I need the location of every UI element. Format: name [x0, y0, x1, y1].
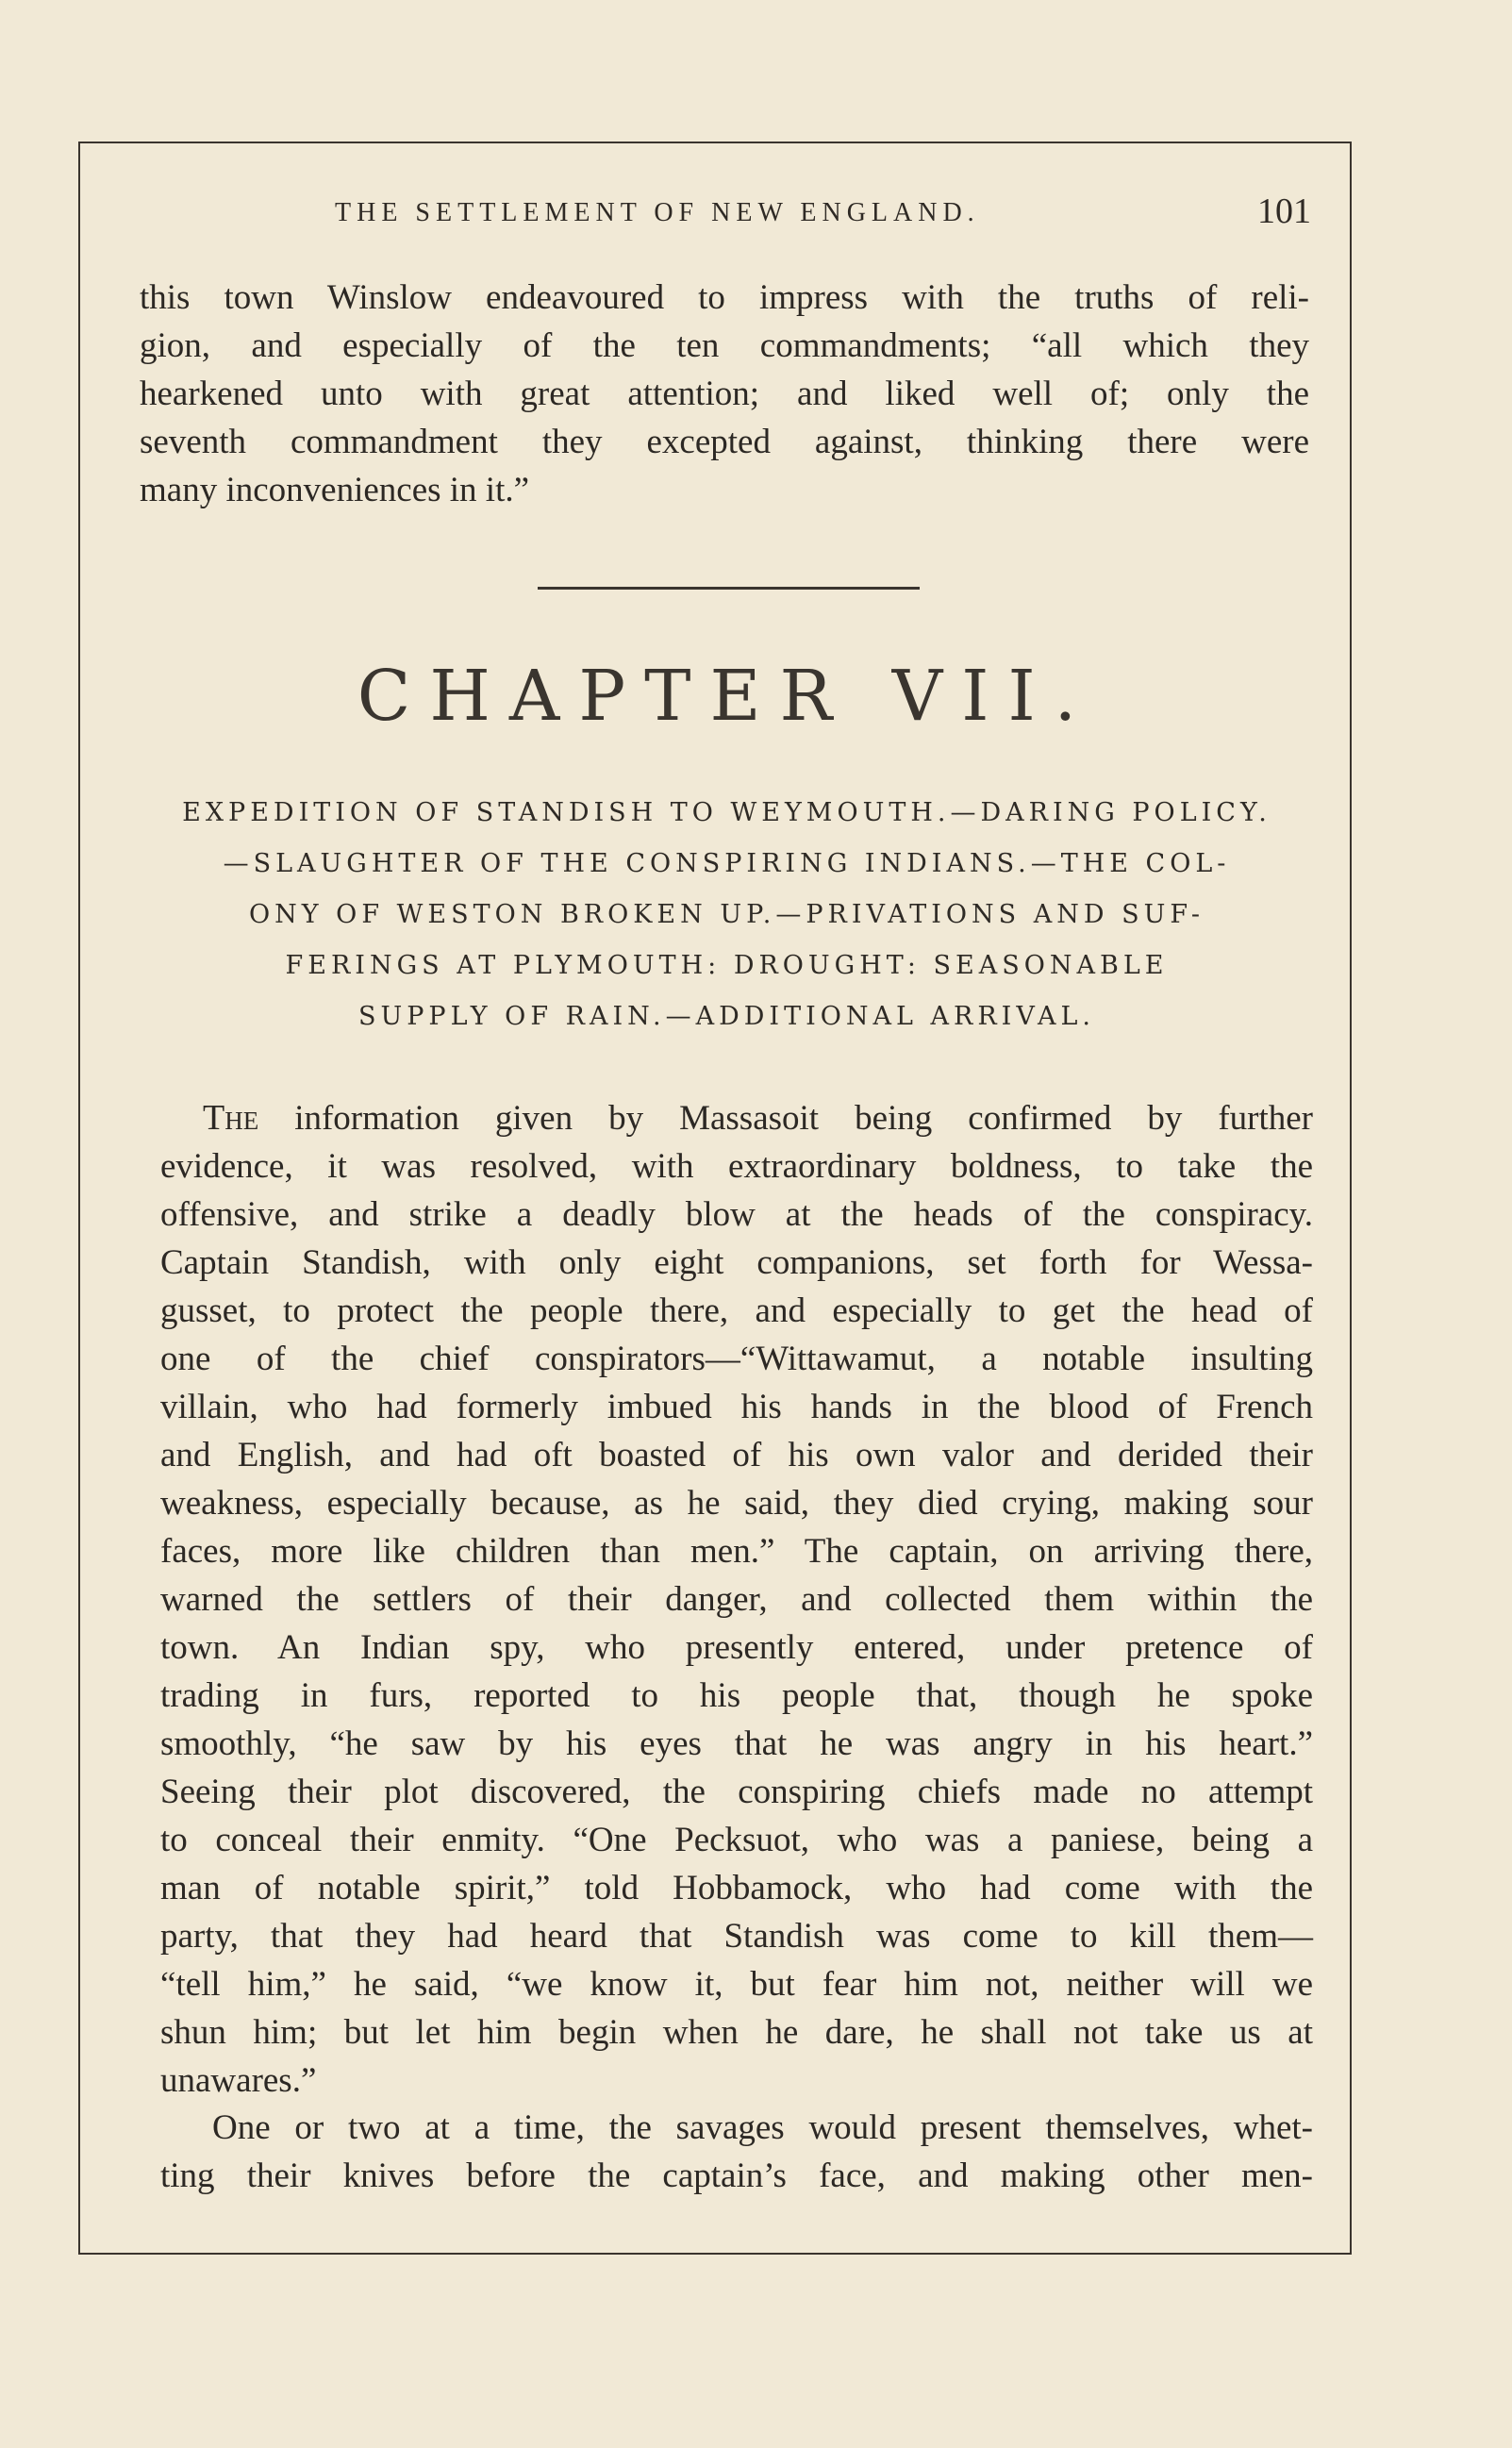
text-line: trading in furs, reported to his people that, though he spoke [160, 1676, 1313, 1715]
text-line: evidence, it was resolved, with extraordinary boldness, to take the [160, 1147, 1313, 1186]
page-number: 101 [1257, 192, 1311, 231]
intro-paragraph [140, 274, 1309, 514]
chapter-synopsis [140, 788, 1314, 1042]
text-line: warned the settlers of their danger, and collected them within the [160, 1580, 1313, 1619]
text-line: smoothly, “he saw by his eyes that he was angry in his heart.” [160, 1724, 1313, 1763]
text-line: and English, and had oft boasted of his own valor and derided their [160, 1436, 1313, 1474]
chapter-heading: CHAPTER VII. [357, 656, 1096, 737]
text-line: hearkened unto with great attention; and liked well of; only the [140, 375, 1309, 413]
text-line: faces, more like children than men.” The captain, on arriving there, [160, 1532, 1313, 1571]
synopsis-line: SUPPLY OF RAIN.—ADDITIONAL ARRIVAL. [357, 1002, 1096, 1031]
text-line: many inconveniences in it.” [140, 471, 530, 509]
text-line: villain, who had formerly imbued his hands in the blood of French [160, 1388, 1313, 1426]
synopsis-line: FERINGS AT PLYMOUTH: DROUGHT: SEASONABLE [285, 951, 1169, 980]
running-head [160, 192, 1311, 243]
running-title: THE SETTLEMENT OF NEW ENGLAND. [335, 198, 980, 227]
text-line: party, that they had heard that Standish was come to kill them— [160, 1917, 1313, 1956]
lead-word: The [203, 1098, 259, 1138]
text-line: Captain Standish, with only eight companions, set forth for Wessa- [160, 1243, 1313, 1282]
text-line: unawares.” [160, 2061, 317, 2100]
text-line: one of the chief conspirators—“Wittawamut, a notable insulting [160, 1340, 1313, 1378]
text-line: weakness, especially because, as he said, they died crying, making sour [160, 1484, 1313, 1523]
text-line: Seeing their plot discovered, the conspiring chiefs made no attempt [160, 1773, 1313, 1811]
text-line: offensive, and strike a deadly blow at the heads of the conspiracy. [160, 1195, 1313, 1234]
text-line: ting their knives before the captain’s face, and making other men- [160, 2157, 1313, 2195]
text-line: gusset, to protect the people there, and especially to get the head of [160, 1291, 1313, 1330]
synopsis-line: ONY OF WESTON BROKEN UP.—PRIVATIONS AND SUF- [249, 900, 1205, 929]
synopsis-line: —SLAUGHTER OF THE CONSPIRING INDIANS.—THE COL- [223, 849, 1231, 878]
first-line-text: information given by Massasoit being confirmed by further [258, 1099, 1313, 1138]
text-line: man of notable spirit,” told Hobbamock, who had come with the [160, 1869, 1313, 1907]
text-line: One or two at a time, the savages would present themselves, whet- [212, 2108, 1313, 2147]
text-line: “tell him,” he said, “we know it, but fear him not, neither will we [160, 1965, 1313, 2004]
text-line: gion, and especially of the ten commandments; “all which they [140, 326, 1309, 365]
text-line: this town Winslow endeavoured to impress with the truths of reli- [140, 278, 1309, 317]
text-line: seventh commandment they excepted against, thinking there were [140, 423, 1309, 461]
text-line: to conceal their enmity. “One Pecksuot, who was a paniese, being a [160, 1821, 1313, 1859]
text-line: shun him; but let him begin when he dare, he shall not take us at [160, 2013, 1313, 2052]
main-paragraph [160, 1094, 1313, 2105]
next-paragraph [160, 2104, 1313, 2200]
text-line [160, 1094, 1313, 1142]
text-line: town. An Indian spy, who presently entered, under pretence of [160, 1628, 1313, 1667]
ornament-rule [538, 587, 920, 590]
synopsis-line: EXPEDITION OF STANDISH TO WEYMOUTH.—DARING POLICY. [182, 798, 1271, 827]
